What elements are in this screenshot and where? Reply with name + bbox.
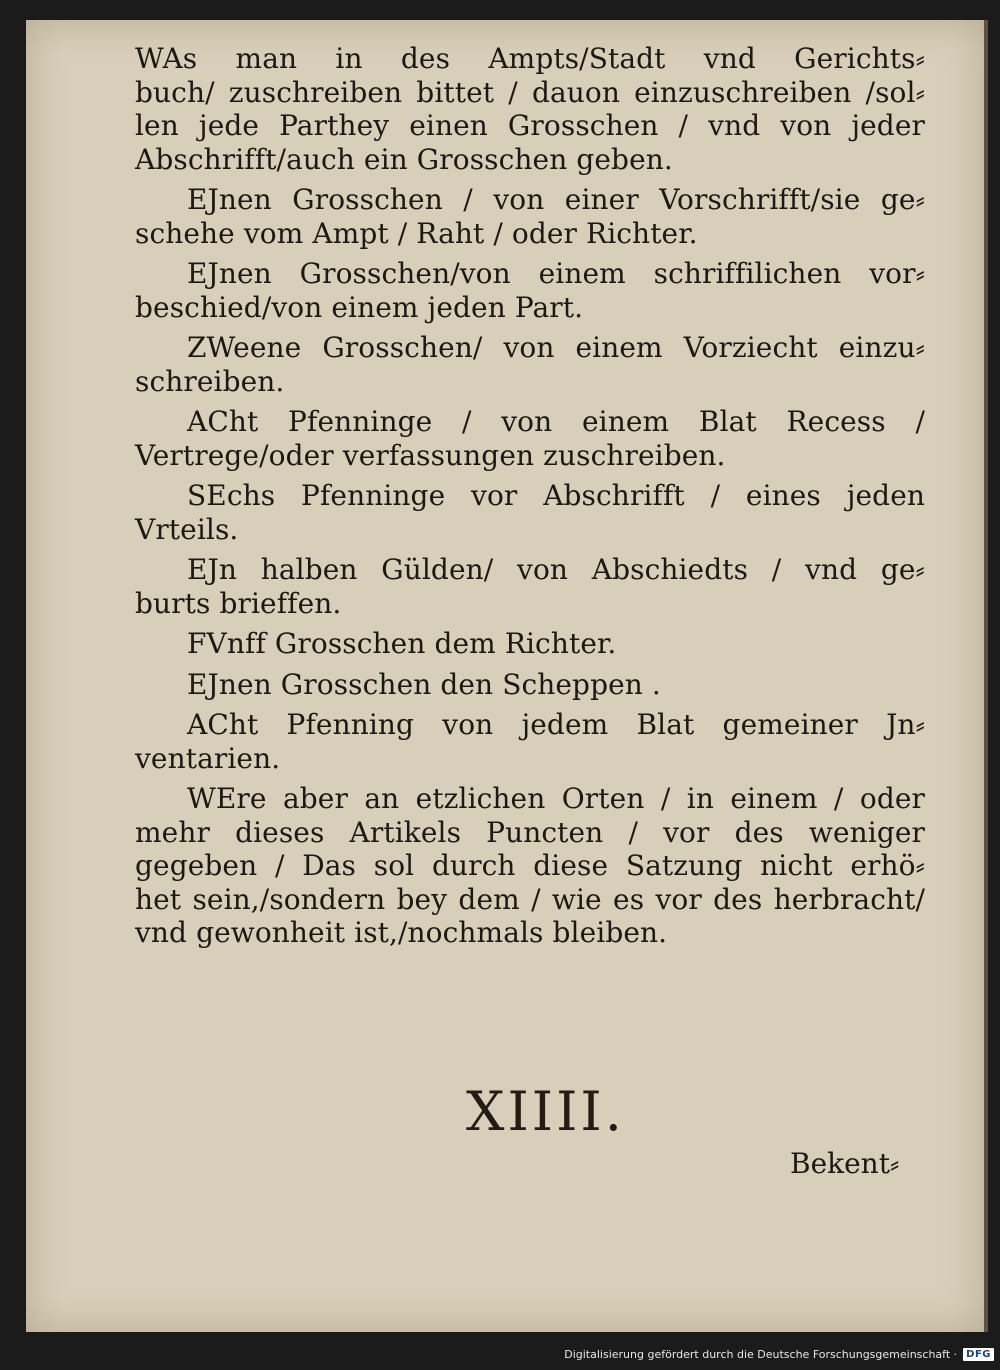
text-line: ventarien.	[135, 741, 281, 775]
text-line: EJn halben Gülden/ von Abschiedts / vnd ge⸗	[187, 553, 925, 586]
paragraph	[135, 479, 925, 546]
paragraph	[135, 183, 925, 250]
text-line: Vertrege/oder verfassungen zuschreiben.	[135, 438, 726, 472]
text-line: WAs man in des Ampts/Stadt vnd Gerichts⸗	[135, 42, 925, 75]
paragraph	[135, 257, 925, 324]
paragraph	[135, 553, 925, 620]
catchword: Bekent⸗	[790, 1147, 900, 1180]
text-line: buch/ zuschreiben bittet / dauon einzuschreiben /sol⸗	[135, 75, 925, 109]
text-line: SEchs Pfenninge vor Abschrifft / eines jeden	[187, 479, 925, 512]
text-line: WEre aber an etzlichen Orten / in einem / oder	[187, 782, 925, 815]
body-text	[135, 42, 925, 957]
text-line: ACht Pfenninge / von einem Blat Recess /	[187, 405, 925, 438]
text-line: het sein,/sondern bey dem / wie es vor des herbracht/	[135, 882, 925, 916]
text-line: burts brieffen.	[135, 586, 342, 620]
signature-mark: XIIII.	[466, 1080, 625, 1143]
text-line: gegeben / Das sol durch diese Satzung nicht erhö⸗	[135, 849, 925, 882]
text-line: len jede Parthey einen Grosschen / vnd von jeder	[135, 109, 925, 142]
text-line: ACht Pfenning von jedem Blat gemeiner Jn⸗	[187, 708, 925, 741]
paragraph	[135, 782, 925, 950]
text-line: EJnen Grosschen/von einem schriffilichen vor⸗	[187, 257, 925, 290]
paragraph	[135, 668, 925, 702]
text-line: ZWeene Grosschen/ von einem Vorziecht einzu⸗	[187, 331, 925, 364]
text-line: FVnff Grosschen dem Richter.	[187, 627, 617, 660]
paragraph	[135, 331, 925, 398]
text-line: schehe vom Ampt / Raht / oder Richter.	[135, 216, 698, 250]
paragraph	[135, 42, 925, 176]
text-line: EJnen Grosschen den Scheppen .	[187, 667, 661, 701]
text-line: mehr dieses Artikels Puncten / vor des weniger	[135, 815, 925, 849]
digitization-footer	[564, 1342, 994, 1366]
text-line: Vrteils.	[135, 512, 239, 546]
text-line: beschied/von einem jeden Part.	[135, 290, 584, 324]
text-line: vnd gewonheit ist,/nochmals bleiben.	[135, 916, 668, 949]
page-edge	[984, 20, 988, 1332]
paragraph	[135, 627, 925, 661]
dfg-logo: DFG	[963, 1348, 994, 1361]
paragraph	[135, 708, 925, 775]
paragraph	[135, 405, 925, 472]
text-line: EJnen Grosschen / von einer Vorschrifft/sie ge⸗	[187, 183, 925, 216]
text-line: schreiben.	[135, 364, 285, 398]
footer-credit: Digitalisierung gefördert durch die Deutsche Forschungsgemeinschaft ·	[564, 1347, 958, 1361]
text-line: Abschrifft/auch ein Grosschen geben.	[135, 142, 673, 176]
